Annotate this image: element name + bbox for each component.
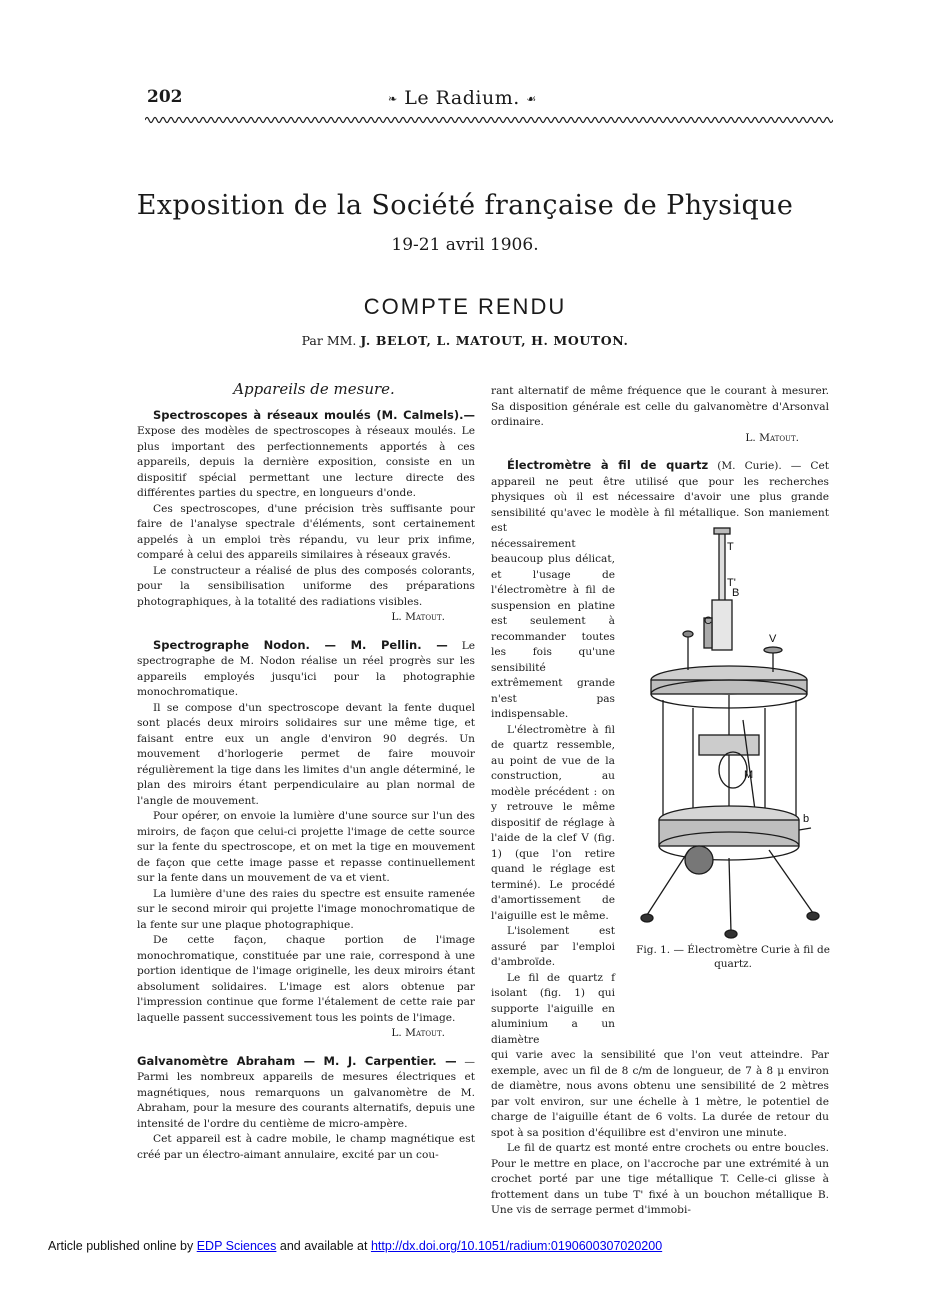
footer-text-available: and available at xyxy=(279,1239,368,1253)
electrometer-figure xyxy=(633,520,833,940)
paragraph: Le fil de quartz f isolant (fig. 1) qui supporte l'aiguille en aluminium a un diamètre xyxy=(491,971,615,1046)
paragraph: Il se compose d'un spectroscope devant la fente duquel sont placés deux miroirs solidaires sur une même tige, et faisant entre eux un angle d'environ 90 degrés. Un mouvement d'horlogerie permet de faire mouvoir régulièrement la tige dans les limites d'un angle déterminé, le plan des miroirs étant perpendiculaire au plan normal de l'angle de mouvement. xyxy=(137,701,475,807)
signature: L. Matout. xyxy=(391,611,445,623)
figure-label-t: T xyxy=(727,541,734,553)
paragraph: La lumière d'une des raies du spectre est ensuite ramenée sur le second miroir qui projette l'image monochromatique de la fente sur une plaque photographique. xyxy=(137,887,475,931)
header-rule xyxy=(145,115,833,125)
paragraph: nécessairement beaucoup plus délicat, et l'usage de l'électromètre à fil de suspension en platine est seulement à recommander toutes les fois qu'une sensibilité extrêmement grande n'est pas indispensable. xyxy=(491,537,615,720)
section-heading: Appareils de mesure. xyxy=(233,380,395,398)
authors-prefix: Par MM. xyxy=(301,333,357,348)
figure-label-c: C xyxy=(704,615,712,627)
heading-spectrographe: Spectrographe Nodon. — M. Pellin. — xyxy=(153,637,448,652)
figure-label-bsmall: b xyxy=(803,813,810,825)
doi-link[interactable]: http://dx.doi.org/10.1051/radium:0190600307020200 xyxy=(370,1239,663,1253)
paragraph: Cet appareil est à cadre mobile, le champ magnétique est créé par un électro-aimant annulaire, excité par un cou- xyxy=(137,1133,475,1161)
heading-galvanometre: Galvanomètre Abraham — M. J. Carpentier. — xyxy=(137,1053,457,1068)
left-column xyxy=(137,382,475,1163)
journal-title xyxy=(388,87,537,109)
paragraph: qui varie avec la sensibilité que l'on veut atteindre. Par exemple, avec un fil de 8 c/m de longueur, de 7 à 8 μ environ de diamètre, nous avons obtenu une sensibilité de 2 mètres par volt environ, sur une échelle à 1 mètre, le potentiel de charge de l'aiguille étant de 6 volts. La durée de retour du spot à sa position d'équilibre est d'environ une minute. xyxy=(491,1049,829,1139)
figure-caption: Fig. 1. — Électromètre Curie à fil de quartz. xyxy=(636,944,830,970)
paragraph: Ces spectroscopes, d'une précision très suffisante pour faire de l'analyse spectrale d'éléments, sont certainement appelés à un emploi très répandu, vu leur prix infime, comparé à celui des appareils similaires à réseaux gravés. xyxy=(137,502,475,561)
article-electrometre: Électromètre à fil de quartz (M. Curie). — Cet appareil ne peut être utilisé que pour les recherches physiques où il est nécessaire d'avoir une plus grande sensibilité qu'avec le modèle à fil métallique. Son maniement est xyxy=(491,458,830,534)
paragraph: De cette façon, chaque portion de l'image monochromatique, constituée par une raie, correspond à une portion identique de l'image originelle, les deux miroirs étant absolument solidaires. L'image est alors obtenue par l'impression continue que forme l'étalement de cette raie par laquelle passent successivement tous les points de l'image. xyxy=(137,934,475,1024)
article-spectroscopes: Spectroscopes à réseaux moulés (M. Calmels).— Expose des modèles de spectroscopes à réseaux moulés. Le plus important des perfectionnements apportés à ces appareils, depuis la dernière exposition, consiste en un dispositif spécial permettant une lecture directe des différentes parties du spectre, en longueurs d'onde. xyxy=(137,407,475,499)
paragraph: L'isolement est assuré par l'emploi d'ambroïde. xyxy=(491,925,615,968)
fleuron-right-icon: ☙ xyxy=(526,92,537,106)
article-title: Exposition de la Société française de Physique xyxy=(136,190,794,221)
heading-electrometre: Électromètre à fil de quartz xyxy=(507,458,709,472)
fleuron-left-icon: ❧ xyxy=(388,92,398,106)
paragraph: L'électromètre à fil de quartz ressemble, au point de vue de la construction, au modèle précédent : on y retrouve le même dispositif de réglage à l'aide de la clef V (fig. 1) (que l'on retire quand le réglage est terminé). Le procédé d'amortissement de l'aiguille est le même. xyxy=(491,723,615,922)
footer-text-published: Article published online by xyxy=(48,1239,194,1253)
figure-label-b: B xyxy=(732,587,740,599)
signature: L. Matout. xyxy=(745,431,799,444)
signature: L. Matout. xyxy=(391,1027,445,1039)
page-number: 202 xyxy=(147,87,183,107)
journal-name: Le Radium. xyxy=(404,87,520,109)
edp-sciences-link[interactable]: EDP Sciences xyxy=(196,1239,277,1253)
heading-spectroscopes: Spectroscopes à réseaux moulés (M. Calmels).— xyxy=(153,407,475,422)
narrow-text-block xyxy=(491,537,615,1049)
paragraph: Le constructeur a réalisé de plus des composés colorants, pour la sensibilisation uniforme des préparations photographiques, à la totalité des radiations visibles. xyxy=(137,564,475,608)
paragraph: Le fil de quartz est monté entre crochets ou entre boucles. Pour le mettre en place, on l'accroche par une extrémité à un crochet porté par une tige métallique T. Celle-ci glisse à frottement dans un tube T' fixé à un bouchon métallique B. Une vis de serrage permet d'immobi- xyxy=(491,1142,829,1216)
article-subtitle: COMPTE RENDU xyxy=(363,294,567,319)
paragraph: rant alternatif de même fréquence que le courant à mesurer. Sa disposition générale est celle du galvanomètre d'Arsonval ordinaire. xyxy=(491,385,829,428)
authors-names: J. BELOT, L. MATOUT, H. MOUTON. xyxy=(360,333,629,348)
paragraph: Pour opérer, on envoie la lumière d'une source sur l'un des miroirs, de façon que celui-ci projette l'image de cette source sur la fente du spectroscope, et on met la tige en mouvement de façon que cette image passe et repasse continuellement sur la fente dans un mouvement de va et vient. xyxy=(137,810,475,884)
figure-label-m: M xyxy=(744,769,754,781)
article-authors xyxy=(0,333,930,348)
running-header xyxy=(0,87,930,113)
footer xyxy=(48,1239,662,1253)
article-galvanometre: Galvanomètre Abraham — M. J. Carpentier. — — Parmi les nombreux appareils de mesures électriques et magnétiques, nous remarquons un galvanomètre de M. Abraham, pour la mesure des courants alternatifs, depuis une intensité de l'ordre du centième de micro-ampère. xyxy=(137,1053,475,1130)
article-date: 19-21 avril 1906. xyxy=(391,235,539,255)
figure-label-v: V xyxy=(769,633,777,645)
article-spectrographe: Spectrographe Nodon. — M. Pellin. — Le spectrographe de M. Nodon réalise un réel progrès sur les appareils employés jusqu'ici pour la photographie monochromatique. xyxy=(137,637,475,698)
figure-label-tprime: T' xyxy=(727,577,736,589)
